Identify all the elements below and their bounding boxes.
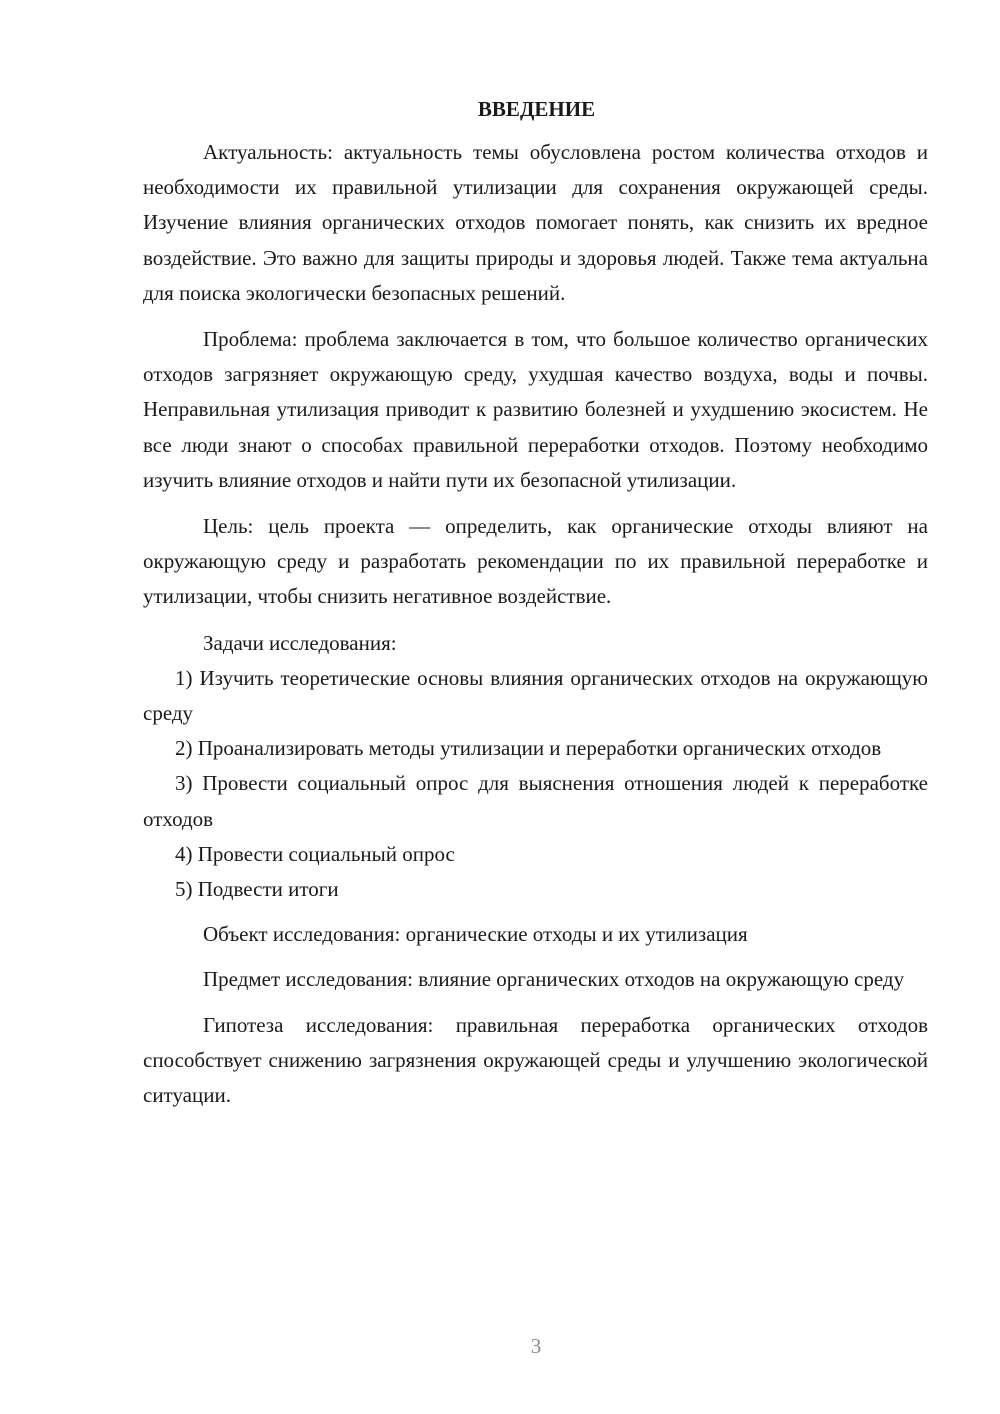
problem-paragraph: Проблема: проблема заключается в том, что большое количество органических отходов загрязняет окружающую среду, ухудшая качество воздуха, воды и почвы. Неправильная утилизация приводит к развитию болезней и ухудшению экосистем. Не все люди знают о способах правильной переработки отходов. Поэтому необходимо изучить влияние отходов и найти пути их безопасной утилизации. xyxy=(143,327,928,492)
tasks-heading: Задачи исследования: xyxy=(203,630,397,655)
section-title: ВВЕДЕНИЕ xyxy=(477,97,596,121)
subject-paragraph: Предмет исследования: влияние органических отходов на окружающую среду xyxy=(203,967,905,992)
page-number: 3 xyxy=(530,1334,542,1358)
goal-paragraph: Цель: цель проекта — определить, как органические отходы влияют на окружающую среду и разработать рекомендации по их правильной переработке и утилизации, чтобы снизить негативное воздействие. xyxy=(143,514,928,609)
task-item: 2) Проанализировать методы утилизации и переработки органических отходов xyxy=(175,736,882,761)
task-item: 5) Подвести итоги xyxy=(175,877,339,902)
object-paragraph: Объект исследования: органические отходы и их утилизация xyxy=(203,922,748,947)
task-item: 1) Изучить теоретические основы влияния органических отходов на окружающую среду xyxy=(143,665,928,726)
task-item: 3) Провести социальный опрос для выяснения отношения людей к переработке отходов xyxy=(143,771,928,831)
relevance-paragraph: Актуальность: актуальность темы обусловлена ростом количества отходов и необходимости их правильной утилизации для сохранения окружающей среды. Изучение влияния органических отходов помогает понять, как снизить их вредное воздействие. Это важно для защиты природы и здоровья людей. Также тема актуальна для поиска экологически безопасных решений. xyxy=(143,140,928,305)
task-item: 4) Провести социальный опрос xyxy=(175,841,455,866)
hypothesis-paragraph: Гипотеза исследования: правильная переработка органических отходов способствует снижению загрязнения окружающей среды и улучшению экологической ситуации. xyxy=(143,1012,928,1108)
document-page xyxy=(143,92,928,1113)
